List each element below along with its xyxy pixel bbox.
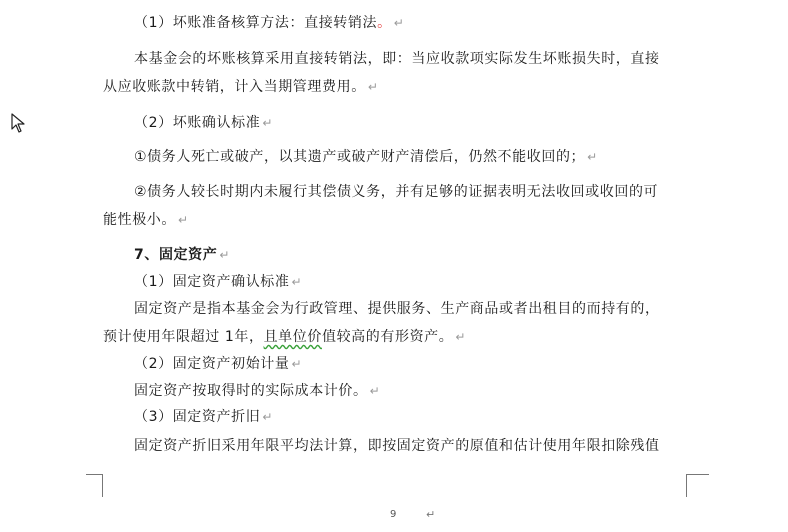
paragraph-mark: ↵ — [178, 213, 189, 227]
section-heading-fixed-assets — [134, 246, 230, 264]
line-text: （3）固定资产折旧 — [134, 409, 261, 425]
line-criteria-1 — [134, 148, 598, 166]
paragraph-mark: ↵ — [393, 16, 405, 30]
line-bad-debt-desc-2 — [103, 78, 378, 96]
line-cost-basis — [134, 382, 380, 400]
pointer-cursor-icon — [10, 112, 28, 134]
line-text: 固定资产折旧采用年限平均法计算，即按固定资产的原值和估计使用年限扣除残值 — [134, 438, 660, 454]
line-depreciation-method — [134, 437, 660, 455]
footer-paragraph-mark: ↵ — [426, 508, 436, 521]
line-bad-debt-criteria — [134, 114, 273, 132]
line-text: 本基金会的坏账核算采用直接转销法，即：当应收款项实际发生坏账损失时，直接 — [134, 51, 660, 67]
page-number: 9 — [390, 509, 397, 520]
paragraph-mark: ↵ — [219, 248, 230, 262]
line-criteria-2b — [103, 211, 189, 229]
paragraph-mark: ↵ — [262, 116, 273, 130]
line-text: （2）固定资产初始计量 — [134, 356, 290, 372]
line-text: 从应收账款中转销，计入当期管理费用。 — [103, 79, 366, 95]
paragraph-mark: ↵ — [291, 357, 303, 371]
line-text: 预计使用年限超过 1年， — [103, 329, 264, 345]
grammar-squiggle-text[interactable]: 且单位价 — [263, 329, 322, 345]
line-criteria-2a — [134, 183, 658, 201]
line-fixed-asset-def-2 — [103, 328, 466, 346]
line-text: （1）坏账准备核算方法：直接转销法 — [134, 15, 378, 31]
paragraph-mark: ↵ — [262, 410, 273, 424]
line-depreciation — [134, 408, 273, 426]
line-text: 能性极小。 — [103, 212, 176, 228]
line-text: （2）坏账确认标准 — [134, 115, 261, 131]
paragraph-mark: ↵ — [367, 80, 379, 94]
line-text: ②债务人较长时期内未履行其偿债义务，并有足够的证据表明无法收回或收回的可 — [134, 184, 659, 200]
margin-corner-left — [86, 474, 103, 497]
margin-corner-right — [686, 474, 709, 497]
red-period: 。 — [377, 15, 392, 31]
paragraph-mark: ↵ — [291, 275, 303, 289]
line-text: 固定资产是指本基金会为行政管理、提供服务、生产商品或者出租目的而持有的， — [134, 301, 660, 317]
paragraph-mark: ↵ — [587, 150, 598, 164]
line-text: 值较高的有形资产。 — [321, 329, 454, 345]
line-initial-measurement — [134, 355, 302, 373]
line-bad-debt-method — [134, 14, 404, 32]
line-text: （1）固定资产确认标准 — [134, 274, 290, 290]
paragraph-mark: ↵ — [455, 330, 467, 344]
heading-text: 7、固定资产 — [134, 247, 218, 263]
line-text: ①债务人死亡或破产，以其遗产或破产财产清偿后，仍然不能收回的； — [134, 149, 586, 165]
line-text: 固定资产按取得时的实际成本计价。 — [134, 383, 368, 399]
line-bad-debt-desc-1 — [134, 50, 660, 68]
line-fixed-asset-criteria — [134, 273, 302, 291]
paragraph-mark: ↵ — [369, 384, 381, 398]
line-fixed-asset-def-1 — [134, 300, 660, 318]
